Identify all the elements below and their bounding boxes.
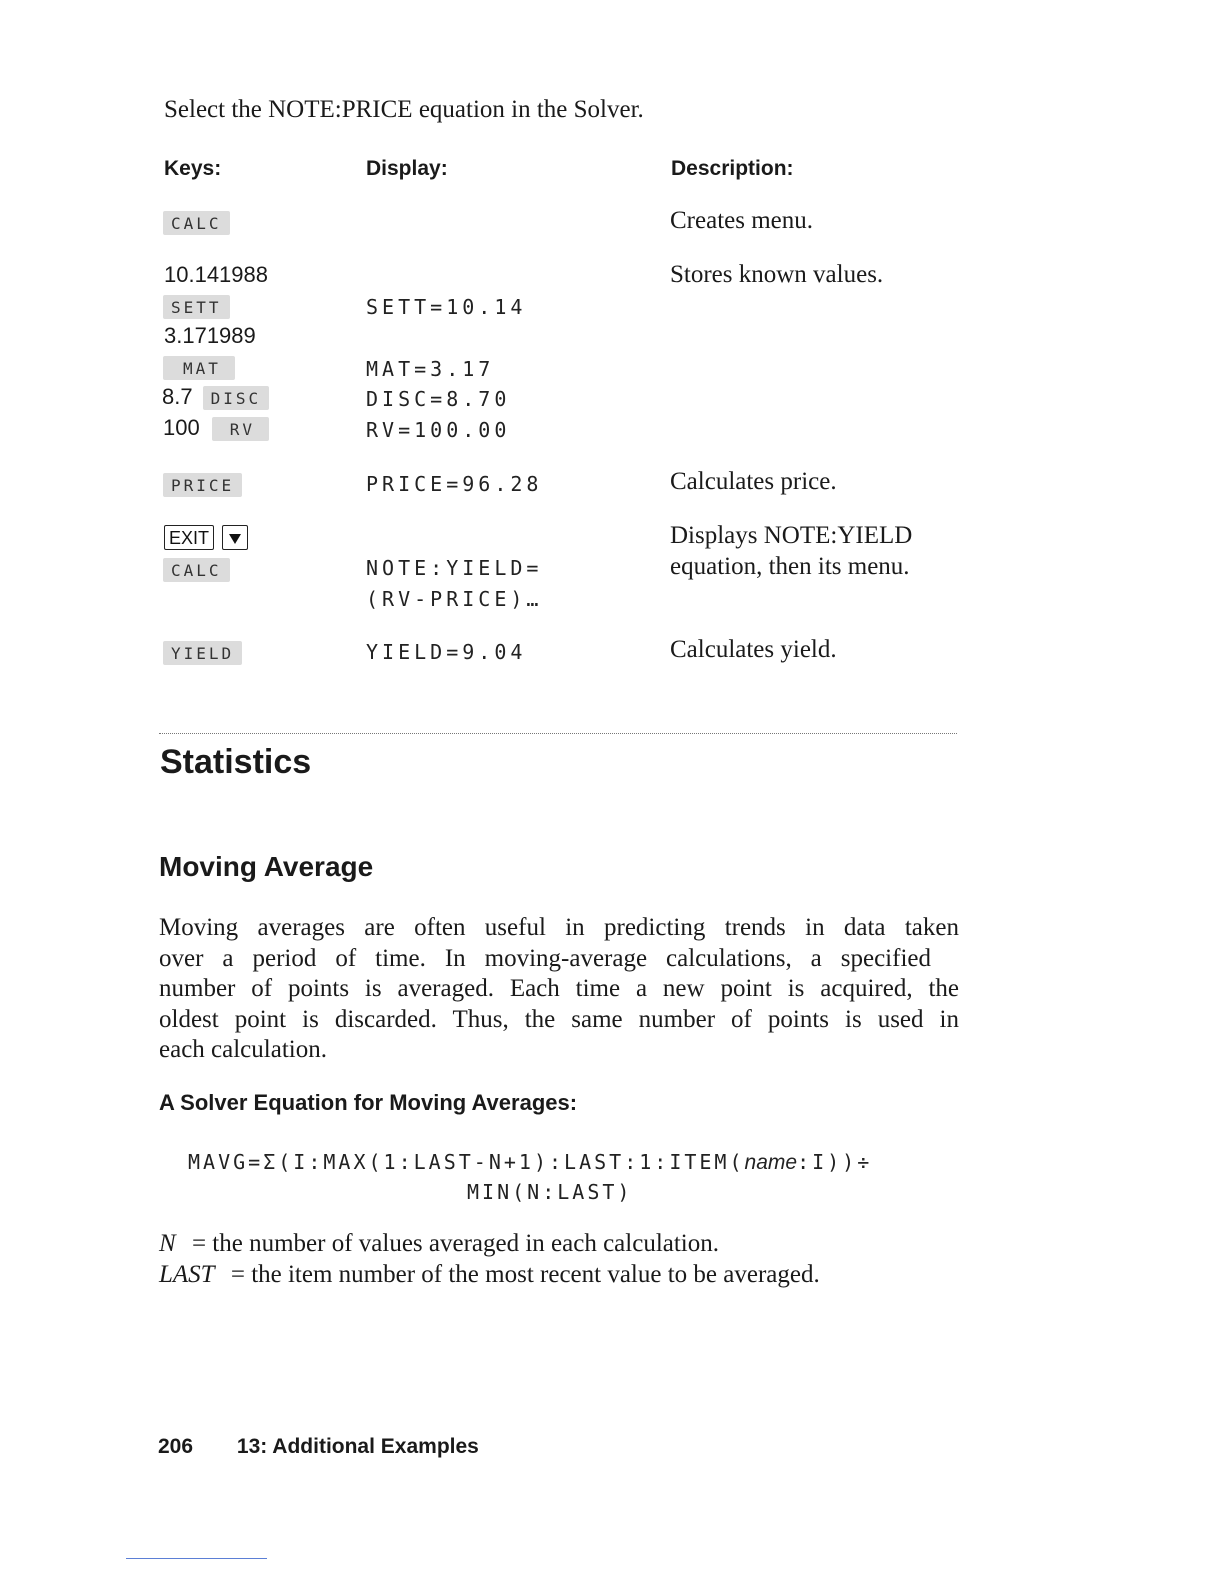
description-text: Displays NOTE:YIELD	[670, 522, 913, 549]
calc-key: CALC	[163, 211, 230, 235]
definition-last	[159, 1261, 820, 1289]
paragraph-line: Moving averages are often useful in predicting trends in data taken	[159, 914, 959, 941]
definition-text: = the item number of the most recent value to be averaged.	[230, 1261, 820, 1288]
equation-name-var: name	[744, 1151, 798, 1174]
variable-name: LAST	[159, 1261, 215, 1288]
paragraph-line: number of points is averaged. Each time a new point is acquired, the	[159, 975, 959, 1002]
chapter-title: 13: Additional Examples	[236, 1435, 479, 1458]
footer	[158, 1435, 479, 1459]
entry-value: 8.7	[162, 384, 193, 409]
description-text: Calculates price.	[670, 468, 837, 495]
rv-key: RV	[212, 417, 269, 441]
solver-equation	[188, 1150, 872, 1175]
exit-key: EXIT	[164, 525, 214, 550]
display-readout: (RV-PRICE)…	[366, 587, 543, 611]
description-text: Creates menu.	[670, 207, 814, 234]
display-readout: SETT=10.14	[366, 295, 527, 319]
display-readout: MAT=3.17	[366, 357, 495, 381]
header-display: Display:	[366, 157, 448, 180]
description-text: equation, then its menu.	[670, 553, 910, 580]
solver-equation-line2: MIN(N:LAST)	[467, 1180, 633, 1204]
header-description: Description:	[671, 157, 794, 180]
table-row	[164, 525, 248, 550]
paragraph-line: over a period of time. In moving-average calculations, a specified	[159, 944, 931, 972]
table-row	[163, 356, 235, 380]
paragraph-line: oldest point is discarded. Thus, the same number of points is used in	[159, 1005, 959, 1033]
entry-value: 10.141988	[164, 262, 268, 287]
table-row	[162, 384, 269, 410]
entry-value: 100	[163, 415, 200, 440]
table-row	[163, 415, 269, 441]
description-text: Calculates yield.	[670, 636, 837, 663]
price-key: PRICE	[163, 473, 242, 497]
variable-name: N	[159, 1230, 176, 1257]
page-number: 206	[158, 1435, 194, 1458]
down-arrow-icon	[229, 534, 241, 544]
section-divider	[159, 733, 957, 734]
definition-text: = the number of values averaged in each calculation.	[191, 1230, 720, 1257]
display-readout: YIELD=9.04	[366, 640, 527, 664]
section-title: Statistics	[160, 743, 312, 781]
definition-n	[159, 1230, 719, 1258]
edge-line	[126, 1558, 267, 1559]
header-keys: Keys:	[164, 157, 222, 180]
equation-heading: A Solver Equation for Moving Averages:	[159, 1090, 578, 1115]
body-paragraph	[159, 913, 959, 1066]
display-readout: PRICE=96.28	[366, 472, 543, 496]
display-readout: DISC=8.70	[366, 387, 511, 411]
table-row	[163, 473, 242, 497]
display-readout: RV=100.00	[366, 418, 511, 442]
mat-key: MAT	[163, 356, 235, 380]
down-arrow-key	[222, 525, 248, 550]
description-text: Stores known values.	[670, 261, 884, 288]
table-row	[163, 641, 242, 665]
subsection-title: Moving Average	[159, 851, 374, 882]
calc-key: CALC	[163, 558, 230, 582]
yield-key: YIELD	[163, 641, 242, 665]
disc-key: DISC	[203, 386, 270, 410]
table-row	[163, 295, 230, 319]
table-row	[163, 211, 230, 235]
intro-text: Select the NOTE:PRICE equation in the Solver.	[164, 96, 644, 123]
entry-value: 3.171989	[164, 323, 256, 348]
display-readout: NOTE:YIELD=	[366, 556, 543, 580]
equation-part: :I))÷	[797, 1150, 873, 1174]
equation-part: MAVG=Σ(I:MAX(1:LAST-N+1):LAST:1:ITEM(	[188, 1150, 745, 1174]
sett-key: SETT	[163, 295, 230, 319]
table-row	[163, 558, 230, 582]
paragraph-line: each calculation.	[159, 1036, 327, 1063]
